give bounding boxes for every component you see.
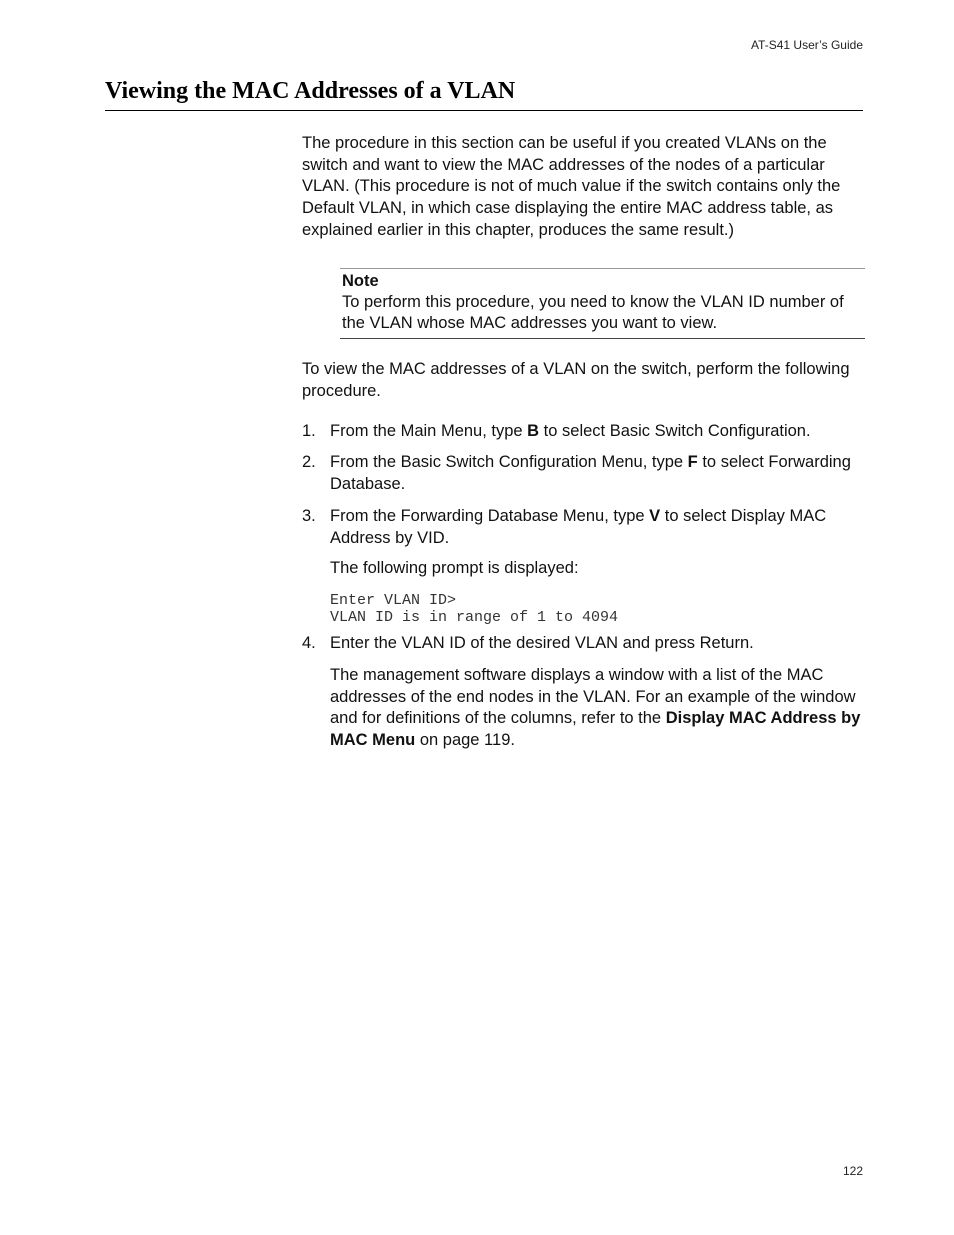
note-text: To perform this procedure, you need to know the VLAN ID number of the VLAN whose MAC addresses you want to view. bbox=[342, 293, 844, 332]
step-key: B bbox=[527, 422, 540, 440]
step-number: 1. bbox=[302, 422, 316, 440]
step-4 bbox=[302, 633, 864, 655]
step-text: to select Basic Switch Configuration. bbox=[539, 422, 811, 440]
step-key: F bbox=[687, 453, 698, 471]
running-header: AT-S41 User’s Guide bbox=[750, 38, 863, 52]
step-number: 4. bbox=[302, 634, 316, 652]
step-1 bbox=[302, 421, 864, 443]
prompt-line-1: Enter VLAN ID> bbox=[330, 592, 457, 609]
prompt-intro: The following prompt is displayed: bbox=[330, 559, 579, 577]
cross-reference: Display MAC Address by MAC Menu bbox=[330, 709, 861, 750]
step-3 bbox=[302, 506, 864, 549]
lead-in-text: To view the MAC addresses of a VLAN on the switch, perform the following procedure. bbox=[302, 360, 850, 400]
note-box bbox=[340, 268, 865, 339]
title-rule bbox=[105, 110, 863, 111]
note-heading: Note bbox=[342, 272, 379, 290]
section-title: Viewing the MAC Addresses of a VLAN bbox=[105, 78, 516, 104]
step-key: V bbox=[649, 507, 661, 525]
intro-paragraph bbox=[302, 133, 864, 242]
step-number: 3. bbox=[302, 507, 316, 525]
step-text: to select Display MAC Address by VID. bbox=[330, 507, 827, 547]
result-paragraph bbox=[330, 665, 864, 752]
step-text: Enter the VLAN ID of the desired VLAN and press Return. bbox=[330, 634, 754, 652]
step-text: From the Basic Switch Configuration Menu, type bbox=[330, 453, 688, 471]
step-text: From the Main Menu, type bbox=[330, 422, 528, 440]
prompt-line-2: VLAN ID is in range of 1 to 4094 bbox=[330, 609, 619, 626]
lead-in-paragraph bbox=[302, 359, 864, 402]
result-text: on page 119. bbox=[415, 731, 515, 750]
step-text: From the Forwarding Database Menu, type bbox=[330, 507, 650, 525]
step-text: to select Forwarding Database. bbox=[330, 453, 851, 493]
result-text: The management software displays a window with a list of the MAC addresses of the end nodes in the VLAN. For an example of the window and for definitions of the columns, refer to the bbox=[330, 666, 856, 728]
step-number: 2. bbox=[302, 453, 316, 471]
page-number: 122 bbox=[842, 1164, 863, 1178]
step-2 bbox=[302, 452, 864, 495]
intro-text: The procedure in this section can be useful if you created VLANs on the switch and want to view the MAC addresses of the nodes of a particular VLAN. (This procedure is not of much value if the switch contains only the Default VLAN, in which case displaying the entire MAC address table, as explained earlier in this chapter, produces the same result.) bbox=[302, 134, 841, 239]
